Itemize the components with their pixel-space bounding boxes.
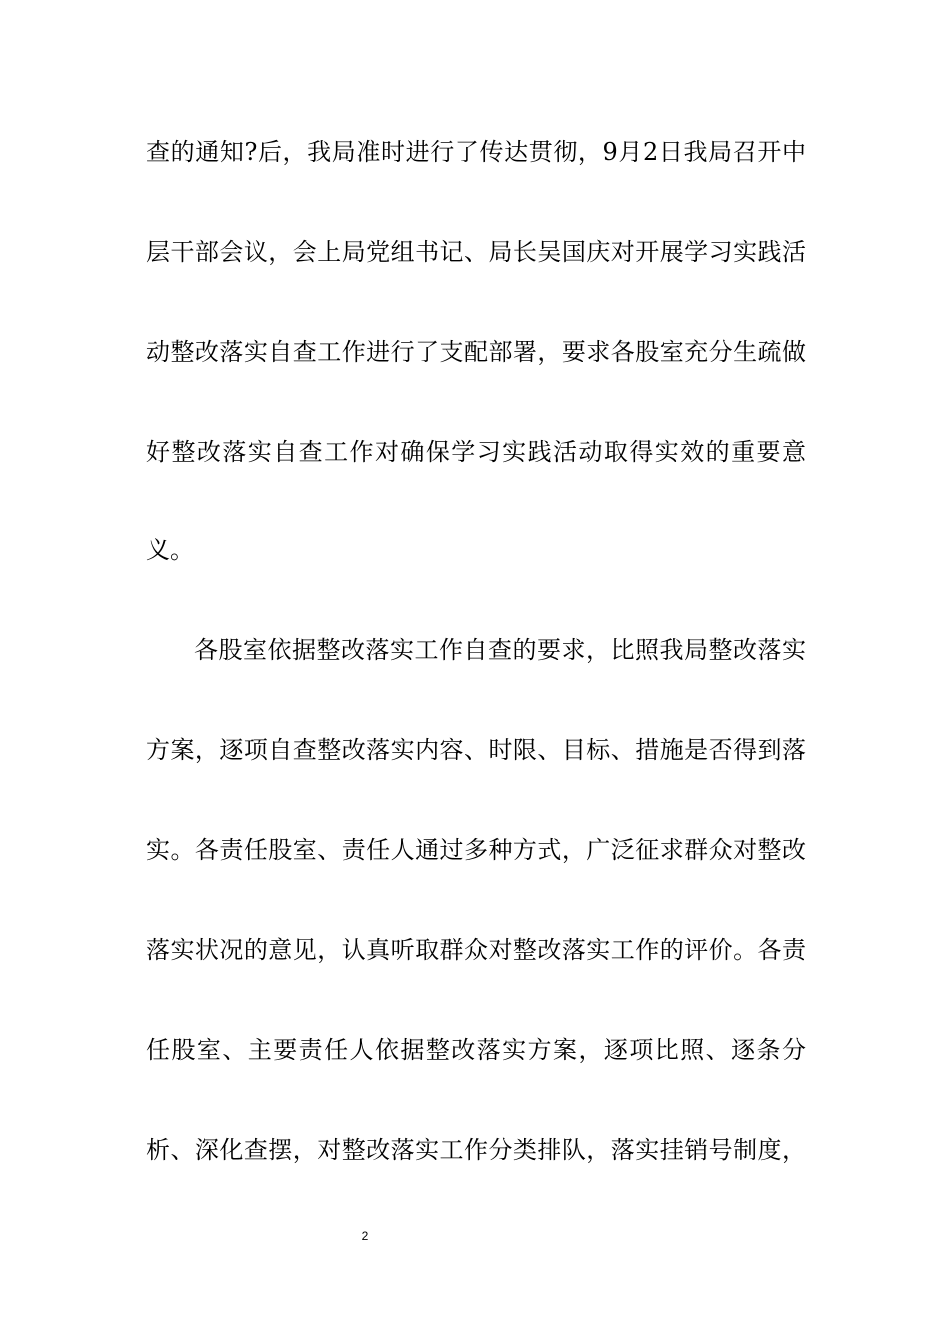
paragraph-2-line-5: 任股室、主要责任人依据整改落实方案，逐项比照、逐条分: [146, 1036, 806, 1064]
paragraph-2-line-1: 各股室依据整改落实工作自查的要求，比照我局整改落实: [194, 636, 806, 664]
paragraph-line-2: 层干部会议，会上局党组书记、局长吴国庆对开展学习实践活: [146, 238, 806, 266]
paragraph-2-line-4: 落实状况的意见，认真听取群众对整改落实工作的评价。各责: [146, 936, 806, 964]
paragraph-line-3: 动整改落实自查工作进行了支配部署，要求各股室充分生疏做: [146, 338, 806, 366]
paragraph-line-1: 查的通知?后，我局准时进行了传达贯彻，9月2日我局召开中: [146, 138, 806, 166]
paragraph-line-5: 义。: [146, 536, 194, 564]
paragraph-2-line-2: 方案，逐项自查整改落实内容、时限、目标、措施是否得到落: [146, 736, 806, 764]
page-number: 2: [361, 1229, 369, 1243]
paragraph-2-line-6: 析、深化查摆，对整改落实工作分类排队，落实挂销号制度，: [146, 1136, 806, 1164]
paragraph-line-4: 好整改落实自查工作对确保学习实践活动取得实效的重要意: [146, 438, 806, 466]
paragraph-2-line-3: 实。各责任股室、责任人通过多种方式，广泛征求群众对整改: [146, 836, 806, 864]
